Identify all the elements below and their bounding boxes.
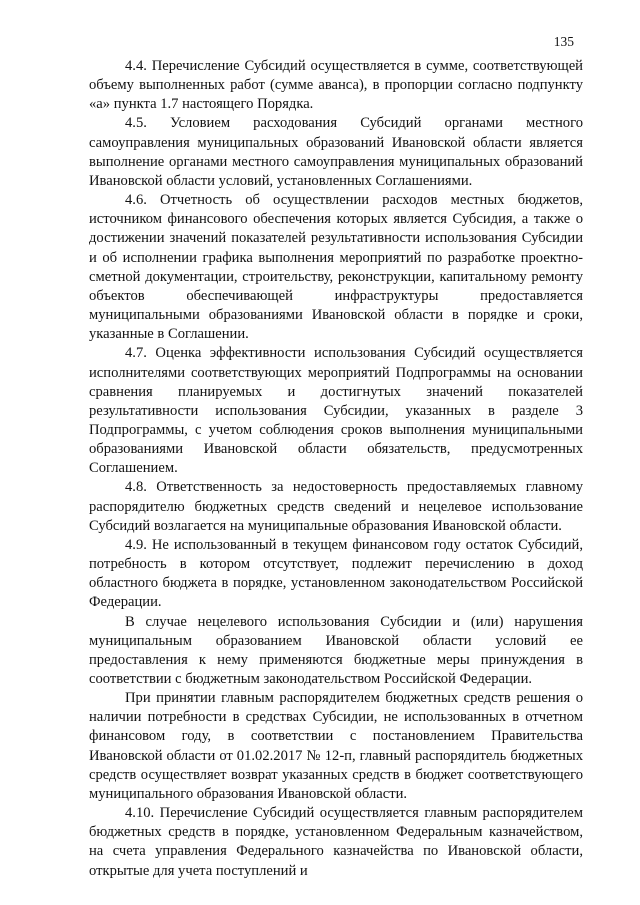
paragraph-4-6: 4.6. Отчетность об осуществлении расходов местных бюджетов, источником финансового обеспечения которых является Субсидия, а также о достижении значений показателей результативности использования Субсидии и об исполнении графика выполнения мероприятий по разработке проектно-сметной документации, строительству, реконструкции, капитальному ремонту объектов обеспечивающей инфраструктуры предоставляется муниципальными образованиями Ивановской области в порядке и сроки, указанные в Соглашении. xyxy=(89,192,583,343)
paragraph-4-7: 4.7. Оценка эффективности использования Субсидий осуществляется исполнителями соответствующих мероприятий Подпрограммы на основании сравнения планируемых и достигнутых значений показателей результативности использования Субсидии, указанных в разделе 3 Подпрограммы, с учетом соблюдения сроков выполнения муниципальными образованиями Ивановской области обязательств, предусмотренных Соглашением. xyxy=(89,345,583,477)
paragraph-4-9: 4.9. Не использованный в текущем финансовом году остаток Субсидий, потребность в котором отсутствует, подлежит перечислению в доход областного бюджета в порядке, установленном законодательством Российской Федерации. xyxy=(89,536,583,611)
page-number: 135 xyxy=(553,34,574,49)
paragraph-4-4: 4.4. Перечисление Субсидий осуществляется в сумме, соответствующей объему выполненных работ (сумме аванса), в пропорции согласно подпункту «а» пункта 1.7 настоящего Порядка. xyxy=(89,58,583,113)
paragraph-4-10: 4.10. Перечисление Субсидий осуществляется главным распорядителем бюджетных средств в порядке, установленном Федеральным казначейством, на счета управления Федерального казначейства по Ивановской области, открытые для учета поступлений и xyxy=(89,805,583,879)
paragraph-4-8: 4.8. Ответственность за недостоверность предоставляемых главному распорядителю бюджетных средств сведений и нецелевое использование Субсидий возлагается на муниципальные образования Ивановской области. xyxy=(89,479,583,534)
paragraph-4-5: 4.5. Условием расходования Субсидий органами местного самоуправления муниципальных образований Ивановской области является выполнение органами местного самоуправления муниципальных образований Ивановской области условий, установленных Соглашениями. xyxy=(89,115,583,189)
paragraph-return-decision: При принятии главным распорядителем бюджетных средств решения о наличии потребности в средствах Субсидии, не использованных в отчетном финансовом году, в соответствии с постановлением Правительства Ивановской области от 01.02.2017 № 12-п, главный распорядитель бюджетных средств осуществляет возврат указанных средств в бюджет соответствующего муниципального образования Ивановской области. xyxy=(89,690,583,802)
paragraph-misuse: В случае нецелевого использования Субсидии и (или) нарушения муниципальным образованием Ивановской области условий ее предоставления к нему применяются бюджетные меры принуждения в соответствии с бюджетным законодательством Российской Федерации. xyxy=(89,613,583,687)
document-body xyxy=(89,57,583,881)
